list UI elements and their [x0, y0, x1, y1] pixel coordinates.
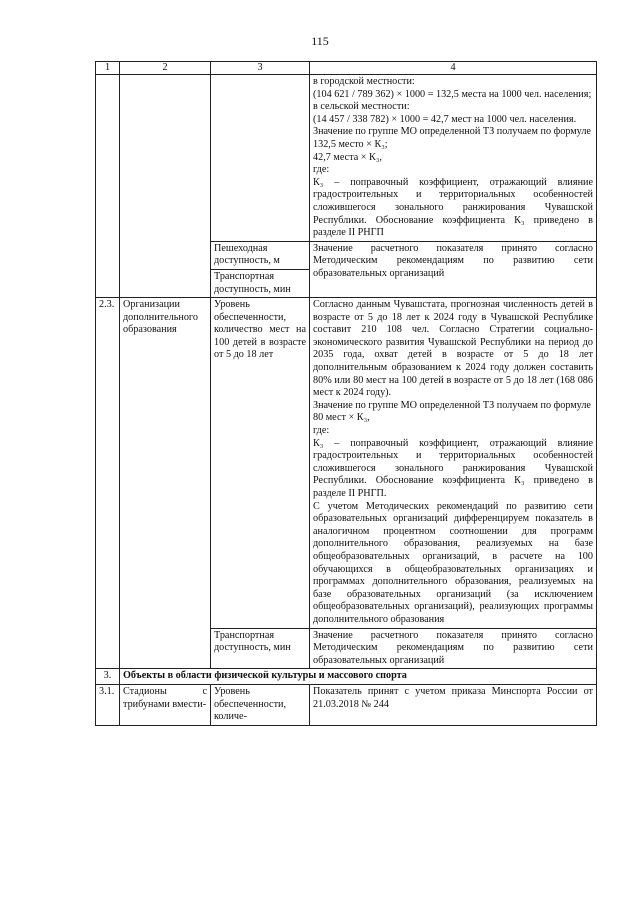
cell-justification-continued — [310, 75, 597, 242]
cell-indicator-empty — [211, 75, 310, 242]
text-line: 132,5 место × К₃; — [313, 138, 388, 150]
header-cell-3: 3 — [211, 62, 310, 75]
cell-object-3-1: Стадионы с трибунами вмести- — [120, 684, 211, 725]
cell-num-3: 3. — [96, 669, 120, 685]
text-line: 80 мест × К₃, — [313, 412, 370, 424]
cell-justification-3-1: Показатель принят с учетом приказа Минспорта России от 21.03.2018 № 244 — [310, 684, 597, 725]
cell-transport-indicator: Транспортная доступность, мин — [211, 269, 310, 297]
text-line: в городской местности: — [313, 76, 415, 87]
cell-name-empty — [120, 75, 211, 298]
header-cell-1: 1 — [96, 62, 120, 75]
cell-num-empty — [96, 75, 120, 298]
table-row-continuation — [96, 75, 597, 242]
table-row-3-1 — [96, 684, 597, 725]
text-line: Значение по группе МО определенной ТЗ получаем по формуле — [313, 399, 591, 411]
text-line: где: — [313, 164, 330, 176]
table-row-2-3 — [96, 298, 597, 628]
cell-object-2-3: Организации дополнительного образования — [120, 298, 211, 669]
cell-walk-indicator: Пешеходная доступность, м — [211, 241, 310, 269]
cell-indicator-3-1: Уровень обеспеченности, количе- — [211, 684, 310, 725]
cell-transport-justification-2: Значение расчетного показателя принято согласно Методическим рекомендациям по развитию сети образовательных организаций — [310, 628, 597, 669]
text-line: (14 457 / 338 782) × 1000 = 42,7 мест на 1000 чел. населения. — [313, 113, 577, 125]
cell-num-2-3: 2.3. — [96, 298, 120, 669]
cell-justification-2-3 — [310, 298, 597, 628]
section-title-3: Объекты в области физической культуры и массового спорта — [120, 669, 597, 685]
text-line: С учетом Методических рекомендаций по развитию сети образовательных организаций дифференцируем показатель в аналогичном процентном соотношении для программ дополнительного образования, реализуемых на базе общеобразовательных организаций, в расчете на 100 обучающихся в общеобразовательных организациях и программах дополнительного образования, реализуемых на базе образовательных организаций (за исключением общеобразовательных организаций), реализующих программы дополнительного образования — [313, 500, 593, 625]
text-line: К₃ – поправочный коэффициент, отражающий влияние градостроительных и территориальных особенностей сложившегося зонального ранжирования Чувашской Республики. Обоснование коэффициента К₃ приведено в разделе II РНГП — [313, 176, 593, 239]
text-line: в сельской местности: — [313, 101, 410, 113]
text-line: К₃ – поправочный коэффициент, отражающий влияние градостроительных и территориальных особенностей сложившегося зонального ранжирования Чувашской Республики. Обоснование коэффициента К₃ приведено в разделе II РНГП. — [313, 437, 593, 499]
cell-indicator-2-3: Уровень обеспеченности, количество мест на 100 детей в возрасте от 5 до 18 лет — [211, 298, 310, 628]
table-header-row — [96, 62, 597, 75]
cell-walk-justification: Значение расчетного показателя принято согласно Методическим рекомендациям по развитию сети образовательных организаций — [310, 241, 597, 297]
text-line: где: — [313, 425, 330, 437]
text-line: 42,7 места × К₃, — [313, 151, 382, 163]
norms-table — [95, 61, 597, 726]
cell-num-3-1: 3.1. — [96, 684, 120, 725]
text-line: (104 621 / 789 362) × 1000 = 132,5 места на 1000 чел. населения; — [313, 88, 592, 100]
text-line: Значение по группе МО определенной ТЗ получаем по формуле — [313, 126, 591, 138]
header-cell-2: 2 — [120, 62, 211, 75]
table-row-section-3 — [96, 669, 597, 685]
header-cell-4: 4 — [310, 62, 597, 75]
page-number: 115 — [311, 34, 329, 48]
text-line: Согласно данным Чувашстата, прогнозная численность детей в возрасте от 5 до 18 лет к 2024 году в Чувашской Республике составит 210 108 чел. Согласно Стратегии социально-экономического развития Чувашской Республики на период до 2035 года, охват детей в возрасте от 5 до 18 лет дополнительным образованием к 2024 году должен составить 80% или 80 мест на 100 детей в возрасте от 5 до 18 лет (168 086 мест к 2024 году). — [313, 299, 593, 399]
cell-transport-indicator-2: Транспортная доступность, мин — [211, 628, 310, 669]
